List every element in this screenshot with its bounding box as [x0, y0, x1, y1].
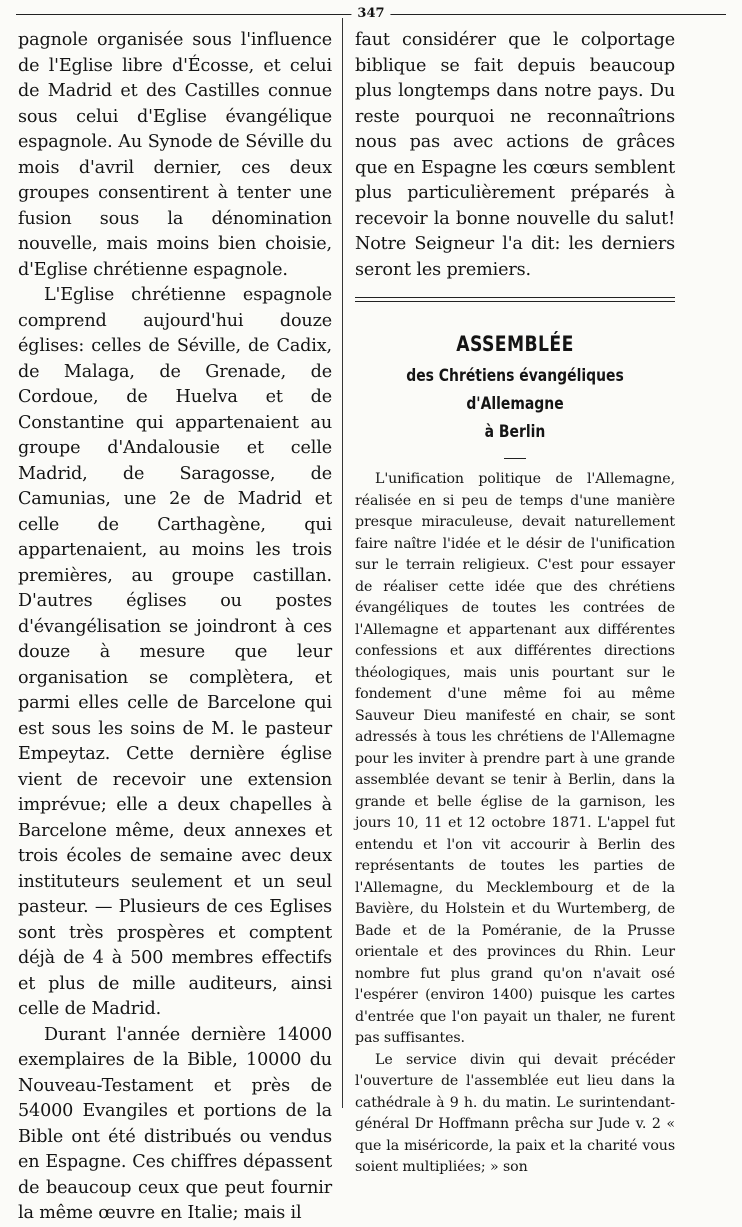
article-paragraph-1: L'unification politique de l'Allemagne, réalisée en si peu de temps d'une manière presque miraculeuse, devait naturellement faire naître l'idée et le désir de l'unification sur le terrain religieux. C'est pour essayer de réaliser cette idée que des chrétiens évangéliques de toutes les contrées de l'Allemagne et appartenant aux différentes confessions et aux différentes directions théologiques, mais unis pourtant sur le fondement d'une même foi au même Sauveur Dieu manifesté en chair, se sont adressés à tous les chrétiens de l'Allemagne pour les inviter à prendre part à une grande assemblée devant se tenir à Berlin, dans la grande et belle église de la garnison, les jours 10, 11 et 12 octobre 1871. L'appel fut entendu et l'on vit accourir à Berlin des représentants de toutes les parties de l'Allemagne, du Mecklembourg et de la Bavière, du Holstein et du Wurtemberg, de Bade et de la Poméranie, de la Prusse orientale et des provinces du Rhin. Leur nombre fut plus grand qu'on n'avait osé l'espérer (environ 1400) puisque les cartes d'entrée que l'on payait un thaler, ne furent pas suffisantes.	[355, 471, 675, 1046]
article-title-rule	[504, 458, 526, 459]
page-number: 347	[351, 6, 390, 22]
article-title: ASSEMBLÉE	[456, 332, 574, 356]
right-continuation-paragraph: faut considérer que le colportage biblique se fait depuis beaucoup plus longtemps dans notre pays. Du reste pourquoi ne reconnaîtrions nous pas avec actions de grâces que en Espagne les cœurs semblent plus particulièrement préparés à recevoir la bonne nouvelle du salut! Notre Seigneur l'a dit: les derniers seront les premiers.	[355, 30, 675, 280]
left-paragraph-1: pagnole organisée sous l'influence de l'Eglise libre d'Écosse, et celui de Madrid et des Castilles connue sous celui d'Eglise évangélique espagnole. Au Synode de Séville du mois d'avril dernier, ces deux groupes consentirent à tenter une fusion sous la dénomination nouvelle, mais moins bien choisie, d'Eglise chrétienne espagnole.	[18, 30, 332, 280]
left-paragraph-3: Durant l'année dernière 14000 exemplaires de la Bible, 10000 du Nouveau-Testament et près de 54000 Evangiles et portions de la Bible ont été distribués ou vendus en Espagne. Ces chiffres dépassent de beaucoup ceux que peut fournir la même œuvre en Italie; mais il	[18, 1024, 332, 1223]
column-divider	[342, 18, 343, 1108]
page-header	[16, 6, 726, 22]
left-paragraph-2: L'Eglise chrétienne espagnole comprend aujourd'hui douze églises: celles de Séville, de Cadix, de Malaga, de Grenade, de Cordoue, de Huelva et de Constantine qui appartenaient au groupe d'Andalousie et celle Madrid, de Saragosse, de Camunias, une 2e de Madrid et celle de Carthagène, qui appartenaient, au moins les trois premières, au groupe castillan. D'autres églises ou postes d'évangélisation se joindront à ces douze à mesure que leur organisation se complètera, et parmi elles celle de Barcelone qui est sous les soins de M. le pasteur Empeytaz. Cette dernière église vient de recevoir une extension imprévue; elle a deux chapelles à Barcelone même, deux annexes et trois écoles de semaine avec deux instituteurs seulement et un seul pasteur. — Plusieurs de ces Eglises sont très prospères et comptent déjà de 4 à 500 membres effectifs et plus de mille auditeurs, ainsi celle de Madrid.	[18, 285, 332, 1019]
article-subtitle-line-2: à Berlin	[484, 422, 546, 442]
article-subtitle-line-1: des Chrétiens évangéliques d'Allemagne	[406, 366, 624, 414]
left-column	[18, 28, 332, 1227]
article-paragraph-2: Le service divin qui devait précéder l'ouverture de l'assemblée eut lieu dans la cathédrale à 9 h. du matin. Le surintendant-général Dr Hoffmann prêcha sur Jude v. 2 « que la miséricorde, la paix et la charité vous soient multipliées; » son	[355, 1051, 675, 1175]
section-separator	[355, 297, 675, 302]
article-subtitle	[377, 362, 653, 446]
right-column	[355, 28, 675, 1179]
